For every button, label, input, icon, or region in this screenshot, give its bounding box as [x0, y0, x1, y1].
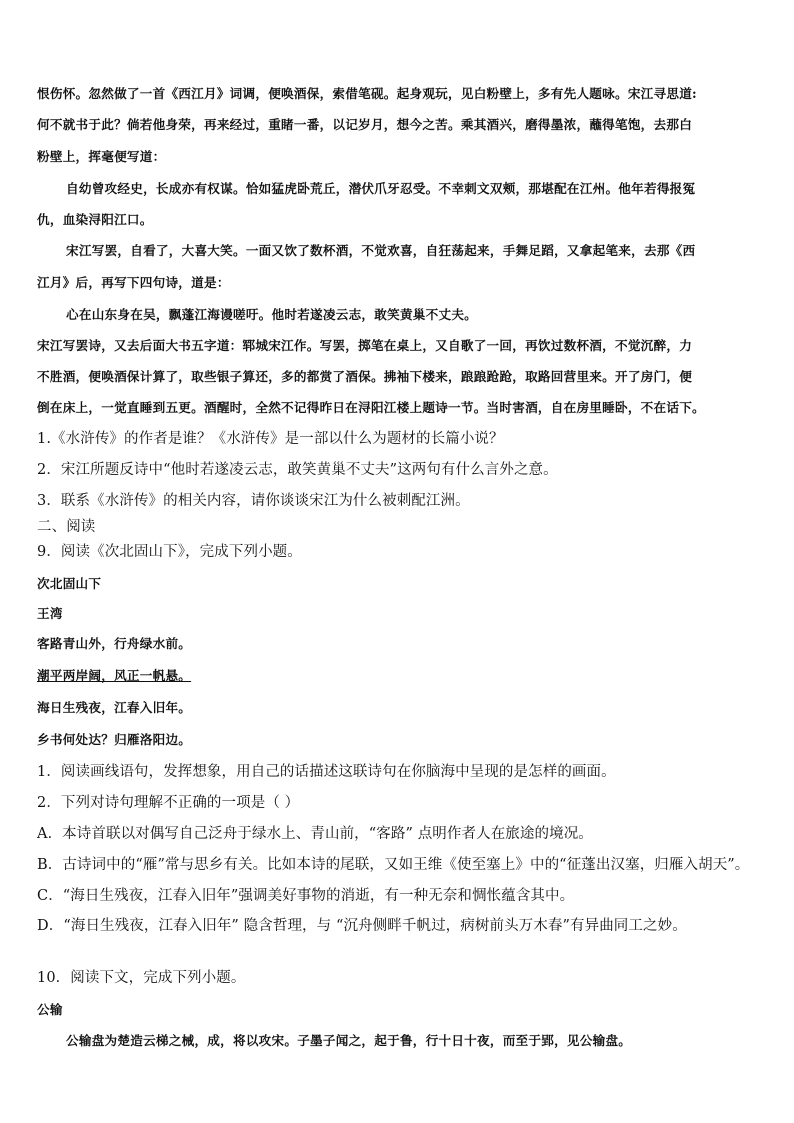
section-heading: 二、阅读 [37, 519, 96, 535]
poem-line: 心在山东身在吴，飘蓬江海谩嗟吁。他时若遂凌云志，敢笑黄巢不丈夫。 [66, 307, 477, 322]
question-9-sub-1: 1．阅读画线语句，发挥想象，用自己的话描述这联诗句在你脑海中呈现的是怎样的画面。 [37, 764, 616, 780]
question-9-intro: 9．阅读《次北固山下》，完成下列小题。 [37, 544, 302, 560]
passage-line: 不胜酒，便唤酒保计算了，取些银子算还，多的都赏了酒保。拂袖下楼来，踉踉跄跄，取路回营里来。开了房门，便 [37, 369, 693, 384]
option-b: B．古诗词中的“雁”常与思乡有关。比如本诗的尾联，又如王维《使至塞上》中的“征蓬出汉塞，归雁入胡天”。 [37, 857, 750, 873]
poem-line-underlined: 潮平两岸阔，风正一帆悬。 [37, 668, 192, 683]
poem-line: 自幼曾攻经史，长成亦有权谋。恰如猛虎卧荒丘，潜伏爪牙忍受。不幸刺文双颊，那堪配在江州。他年若得报冤 [66, 181, 696, 196]
passage-line: 江月》后，再写下四句诗，道是： [37, 275, 230, 290]
passage-line: 倒在床上，一觉直睡到五更。酒醒时，全然不记得昨日在浔阳江楼上题诗一节。当时害酒，自在房里睡卧，不在话下。 [37, 400, 705, 415]
question-9-sub-2: 2．下列对诗句理解不正确的一项是（ ） [37, 795, 300, 811]
passage-line: 宋江写罢，自看了，大喜大笑。一面又饮了数杯酒，不觉欢喜，自狂荡起来，手舞足蹈，又拿起笔来，去那《西 [66, 243, 696, 258]
passage-title: 公输 [37, 1002, 63, 1017]
question-2: 2．宋江所题反诗中“他时若遂凌云志，敢笑黄巢不丈夫”这两句有什么言外之意。 [37, 462, 558, 478]
option-c: C．“海日生残夜，江春入旧年”强调美好事物的消逝，有一种无奈和惆怅蕴含其中。 [37, 888, 575, 904]
passage-line: 公输盘为楚造云梯之械，成，将以攻宋。子墨子闻之，起于鲁，行十日十夜，而至于郢，见公输盘。 [66, 1033, 632, 1048]
option-d: D．“海日生残夜，江春入旧年” 隐含哲理，与 “沉舟侧畔千帆过，病树前头万木春”有异曲同工之妙。 [37, 918, 687, 934]
poem-line: 海日生残夜，江春入旧年。 [37, 700, 192, 715]
poem-line: 乡书何处达？归雁洛阳边。 [37, 732, 192, 747]
passage-line: 恨伤怀。忽然做了一首《西江月》词调，便唤酒保，索借笔砚。起身观玩，见白粉壁上，多有先人题咏。宋江寻思道: [37, 86, 697, 101]
poem-author: 王湾 [37, 606, 63, 621]
poem-line: 客路青山外，行舟绿水前。 [37, 636, 192, 651]
passage-line: 粉壁上，挥毫便写道： [37, 149, 166, 164]
question-10-intro: 10．阅读下文，完成下列小题。 [37, 970, 246, 986]
passage-line: 何不就书于此？倘若他身荣，再来经过，重睹一番，以记岁月，想今之苦。乘其酒兴，磨得墨浓，蘸得笔饱，去那白 [37, 117, 693, 132]
option-a: A．本诗首联以对偶写自己泛舟于绿水上、青山前，“客路” 点明作者人在旅途的境况。 [37, 826, 593, 842]
poem-title: 次北固山下 [37, 576, 102, 591]
question-1: 1.《水浒传》的作者是谁？《水浒传》是一部以什么为题材的长篇小说？ [37, 431, 504, 447]
passage-line: 宋江写罢诗，又去后面大书五字道：郓城宋江作。写罢，掷笔在桌上，又自歌了一回，再饮过数杯酒，不觉沉醉，力 [37, 338, 693, 353]
poem-line: 仇，血染浔阳江口。 [37, 212, 153, 227]
question-3: 3．联系《水浒传》的相关内容，请你谈谈宋江为什么被刺配江洲。 [37, 493, 470, 509]
